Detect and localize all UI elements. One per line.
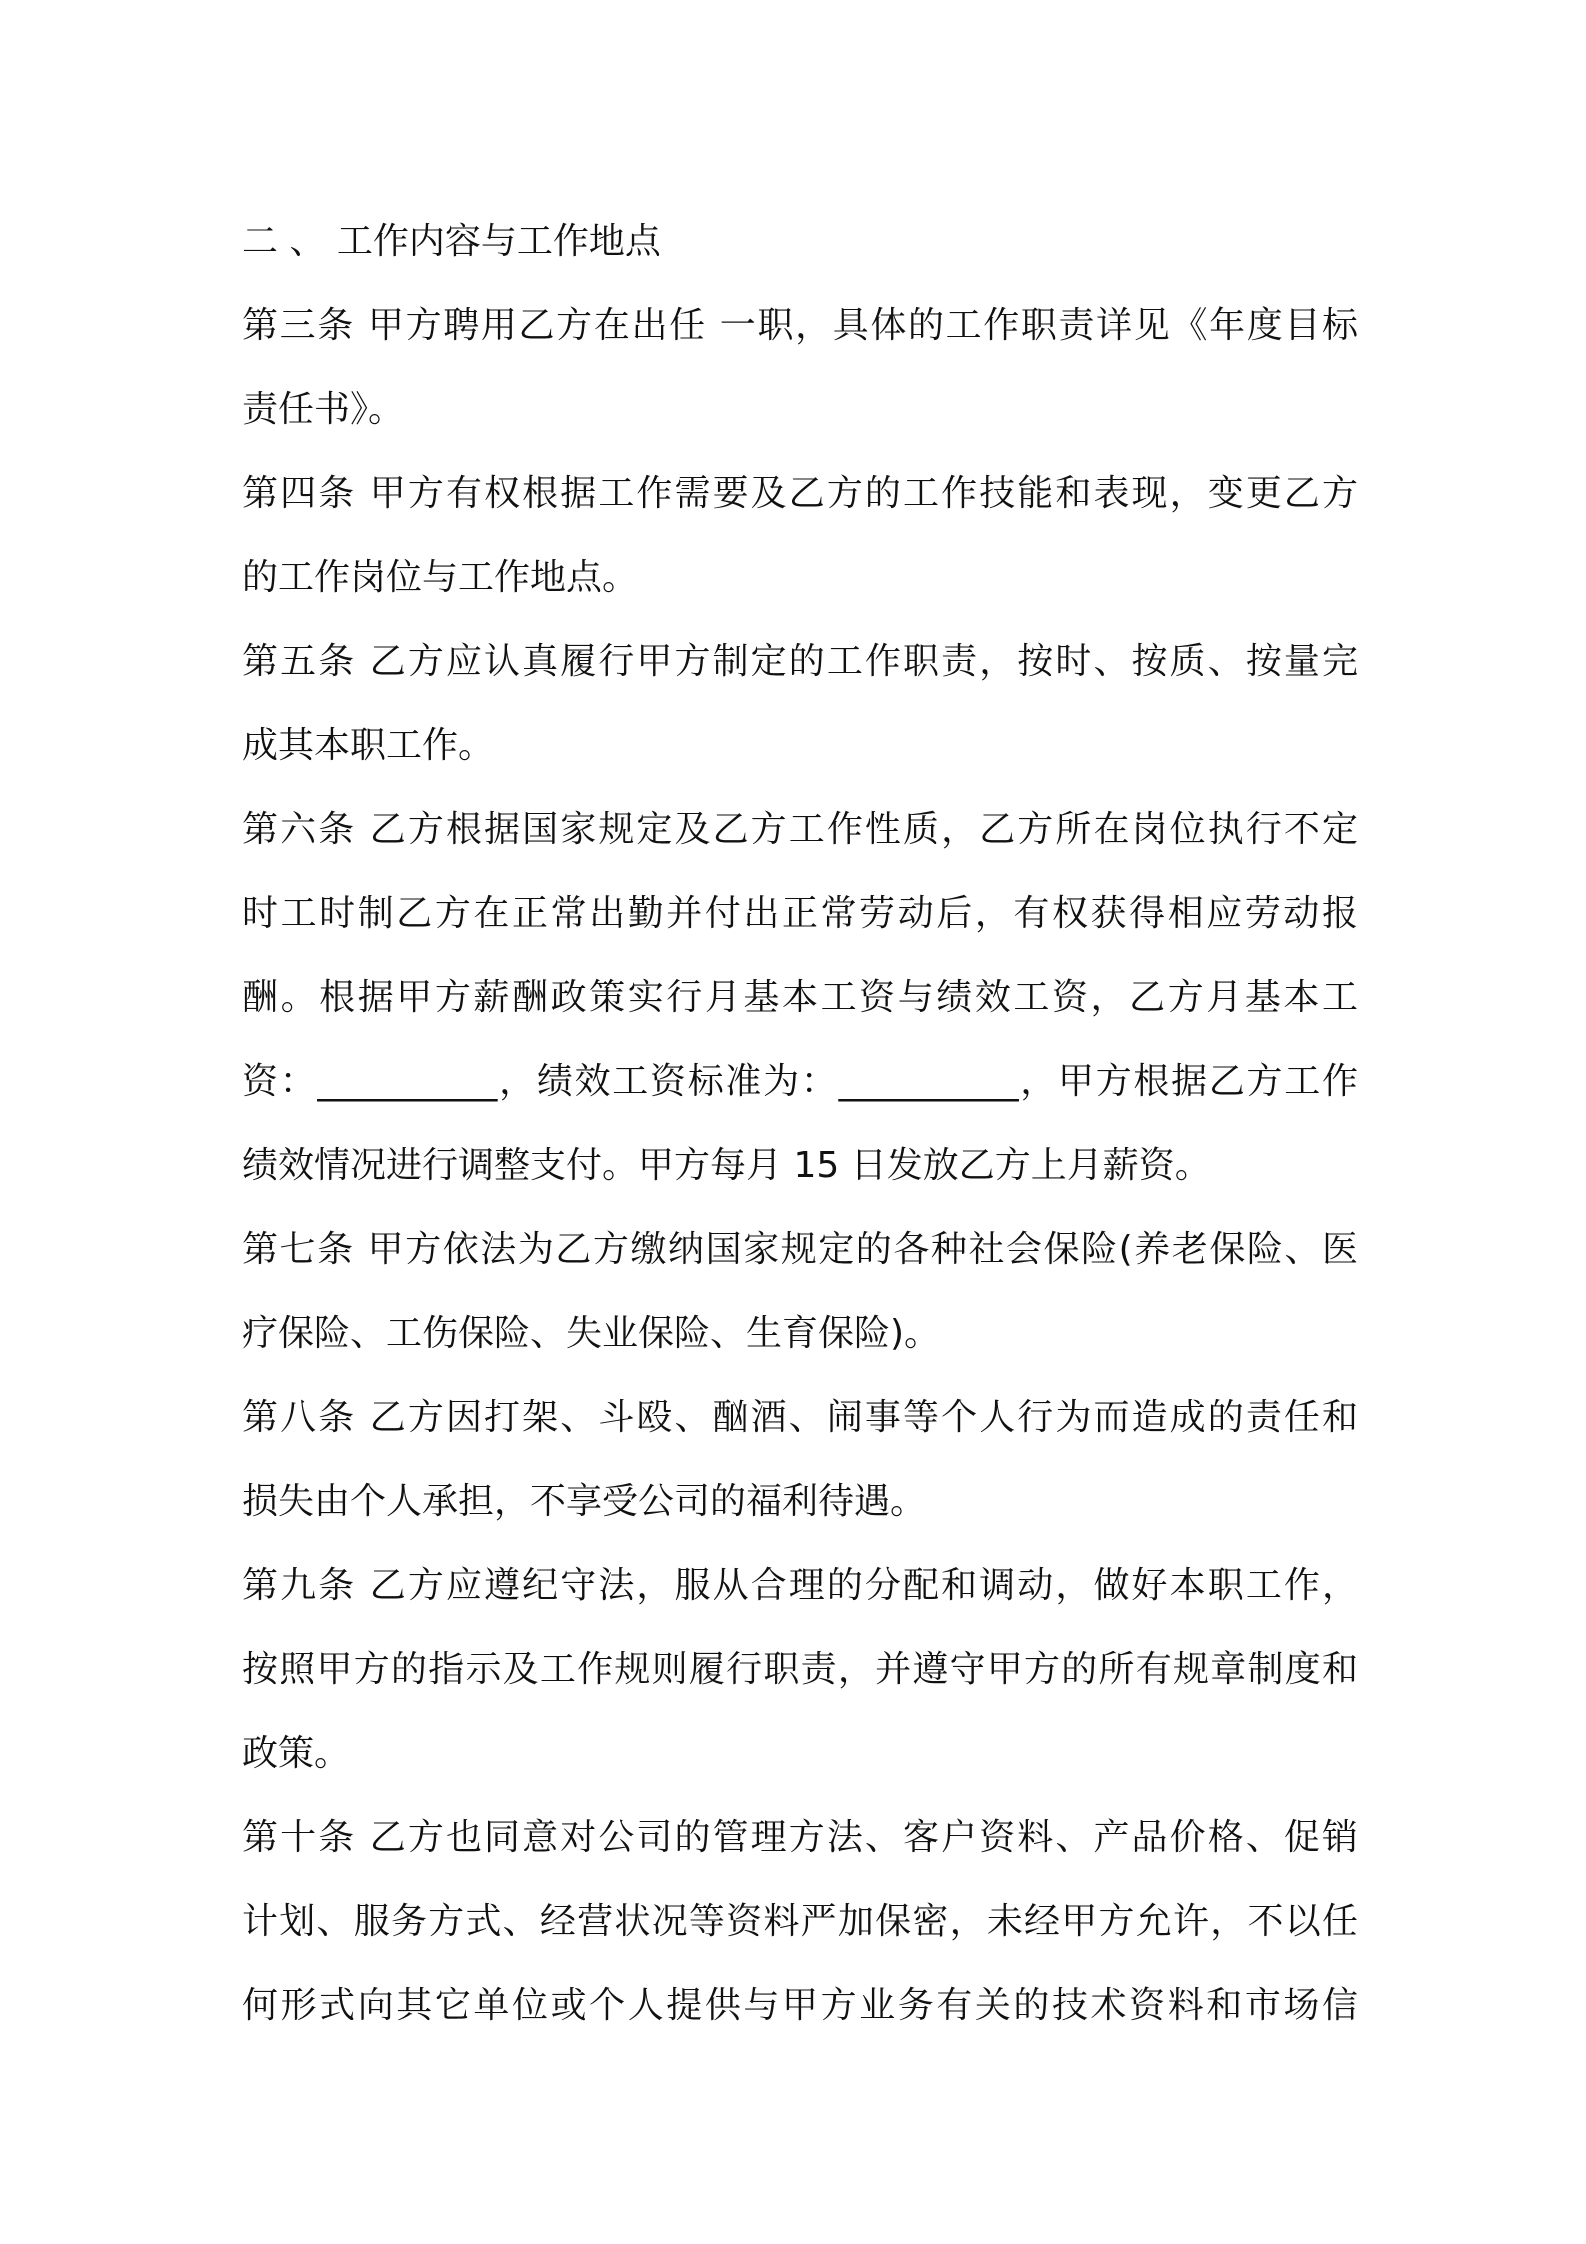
text-line: 第八条 乙方因打架、斗殴、酗酒、闹事等个人行为而造成的责任和 bbox=[242, 1397, 1358, 1438]
text-line: 第十条 乙方也同意对公司的管理方法、客户资料、产品价格、促销 bbox=[242, 1817, 1358, 1858]
text-line: 政策。 bbox=[242, 1733, 351, 1774]
text-line: 损失由个人承担，不享受公司的福利待遇。 bbox=[242, 1481, 927, 1522]
text-line: 第四条 甲方有权根据工作需要及乙方的工作技能和表现，变更乙方 bbox=[242, 473, 1358, 514]
text-line: 第九条 乙方应遵纪守法，服从合理的分配和调动，做好本职工作， bbox=[242, 1565, 1358, 1606]
text-line: 第三条 甲方聘用乙方在出任 一职，具体的工作职责详见《年度目标 bbox=[242, 305, 1358, 346]
text-line: 绩效情况进行调整支付。甲方每月 15 日发放乙方上月薪资。 bbox=[242, 1145, 1211, 1186]
text-line: 资：__________，绩效工资标准为：__________，甲方根据乙方工作 bbox=[242, 1061, 1358, 1102]
section-heading: 二 、 工作内容与工作地点 bbox=[242, 221, 661, 262]
text-line: 时工时制乙方在正常出勤并付出正常劳动后，有权获得相应劳动报 bbox=[242, 893, 1358, 934]
text-line: 的工作岗位与工作地点。 bbox=[242, 557, 639, 598]
text-line: 成其本职工作。 bbox=[242, 725, 495, 766]
text-line: 第七条 甲方依法为乙方缴纳国家规定的各种社会保险(养老保险、医 bbox=[242, 1229, 1358, 1270]
text-line: 按照甲方的指示及工作规则履行职责，并遵守甲方的所有规章制度和 bbox=[242, 1649, 1358, 1690]
text-line: 第六条 乙方根据国家规定及乙方工作性质，乙方所在岗位执行不定 bbox=[242, 809, 1358, 850]
text-line: 责任书》。 bbox=[242, 389, 405, 430]
text-line: 何形式向其它单位或个人提供与甲方业务有关的技术资料和市场信 bbox=[242, 1985, 1358, 2026]
document-page bbox=[242, 200, 1358, 2048]
text-line: 酬。根据甲方薪酬政策实行月基本工资与绩效工资，乙方月基本工 bbox=[242, 977, 1358, 1018]
text-line: 疗保险、工伤保险、失业保险、生育保险)。 bbox=[242, 1313, 941, 1354]
text-line: 第五条 乙方应认真履行甲方制定的工作职责，按时、按质、按量完 bbox=[242, 641, 1358, 682]
text-line: 计划、服务方式、经营状况等资料严加保密，未经甲方允许，不以任 bbox=[242, 1901, 1358, 1942]
